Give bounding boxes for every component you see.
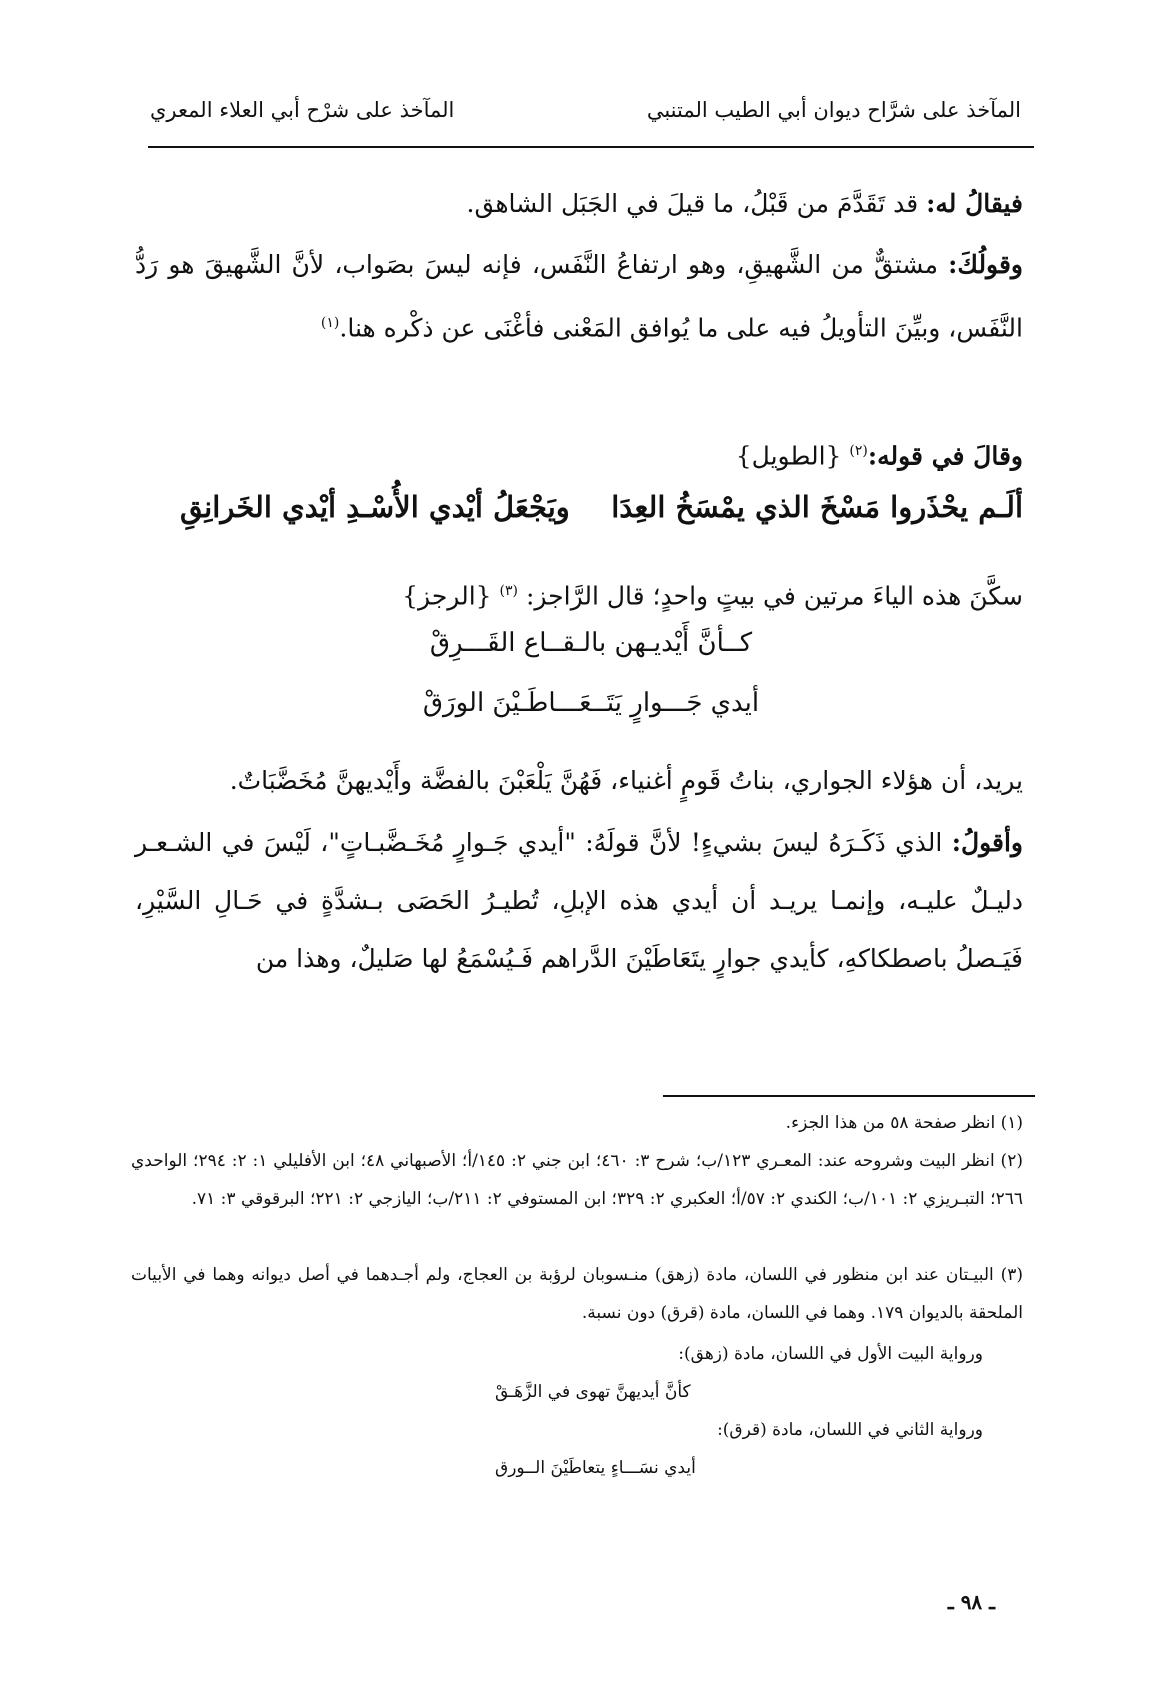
meter-label: {الرجز} (402, 581, 492, 611)
verse-first-hemistich: ألَـم يحْذَروا مَسْخَ الذي يمْسَخُ العِدَا (611, 490, 1023, 524)
footnote-3-variant-label-1: ورواية البيت الأول في اللسان، مادة (زهق): (678, 1344, 983, 1364)
paragraph-lead: وقولُكَ: (948, 250, 1023, 279)
footnote-3-variant-line-2: أيدي نسَـــاءٍ يتعاطَيْنَ الــورق (495, 1458, 696, 1478)
paragraph-lead: وأقولُ: (951, 828, 1023, 857)
paragraph-text: مشتقٌّ من الشَّهيقِ، وهو ارتفاعُ النَّفَس، فإنه ليسَ بصَواب، لأنَّ الشَّهيقَ هو رَدُّ النَّفَس، وبيِّنَ التأويلُ فيه على ما يُوافق المَعْنى فأغْنَى عن ذكْره هنا. (135, 250, 1023, 343)
paragraph-text: قد تَقَدَّمَ من قَبْلُ، ما قيلَ في الجَبَل الشاهق. (466, 189, 927, 218)
header-rule (148, 146, 1034, 148)
paragraph-author-response (135, 814, 1023, 988)
footnote-2: (٢) انظر البيت وشروحه عند: المعـري ١٢٣/ب؛ شرح ٣: ٤٦٠؛ ابن جني ٢: ١٤٥/أ؛ الأصبهاني ٤٨؛ ابن الأفليلي ١: ٢: ٢٩٤؛ الواحدي ٢٦٦؛ التبـريزي ٢: ١٠١/ب؛ الكندي ٢: ٥٧/أ؛ العكبري ٢: ٣٢٩؛ ابن المستوفي ٢: ٢١١/ب؛ اليازجي ٢: ٢٢١؛ البرقوقي ٣: ٧١. (131, 1151, 1023, 1209)
footnote-rule (663, 1095, 1035, 1097)
rajaz-line-2: أيدي جَـــوارٍ يَتَــعَـــاطَـيْنَ الورَقْ (422, 688, 760, 718)
paragraph-lead: فيقالُ له: (926, 189, 1023, 218)
footnote-ref: (٣) (499, 583, 518, 599)
meter-label: {الطويل} (735, 441, 842, 471)
footnote-ref: (١) (320, 315, 340, 331)
rajaz-line-1: كــأنَّ أَيْديـهن بالـقــاع القَـــرِقْ (429, 628, 753, 658)
footnote-1: (١) انظر صفحة ٥٨ من هذا الجزء. (785, 1113, 1023, 1133)
paragraph-meaning: يريد، أن هؤلاء الجواري، بناتُ قَومٍ أغنياء، فَهُنَّ يَلْعَبْنَ بالفضَّة وأَيْديهنَّ مُخَضَّبَاتٌ. (229, 766, 1023, 795)
footnote-3-variant-label-2: ورواية الثاني في اللسان، مادة (قرق): (717, 1420, 983, 1440)
page-number: ـ ٩٨ ـ (947, 1590, 995, 1614)
paragraph-reply (135, 175, 1023, 233)
footnote-3: (٣) البيـتان عند ابن منظور في اللسان، مادة (زهق) منـسوبان لرؤبة بن العجاج، ولم أجـدهما في أصل ديوانه وهما في الأبيات الملحقة بالديوان ١٧٩. وهما في اللسان، مادة (قرق) دون نسبة. (131, 1265, 1023, 1323)
rajaz-intro (135, 562, 1023, 625)
poem-intro-lead: وقالَ في قوله: (867, 441, 1023, 471)
running-header-left: المآخذ على شرْح أبي العلاء المعري (150, 98, 455, 122)
paragraph-text: الذي ذَكَـرَهُ ليسَ بشيءٍ! لأنَّ قولَهُ: "أيدي جَـوارٍ مُخَـضَّبـاتٍ"، لَيْسَ في الشـعـر دليـلٌ عليـه، وإنمـا يريـد أن أيدي هذه الإبلِ، تُطيـرُ الحَصَى بـشدَّةٍ في حَـالِ السَّيْرِ، فَيَـصلُ باصطكاكهِ، كأيدي جوارٍ يتَعَاطَيْنَ الدَّراهم فَـيُسْمَعُ لها صَليلٌ، وهذا من (135, 828, 1023, 973)
footnote-3-variant-line-1: كأنَّ أيديهنَّ تهوى في الزَّهَـقْ (495, 1382, 691, 1402)
paragraph-derivation (135, 236, 1023, 357)
footnote-ref: (٢) (849, 443, 868, 459)
verse-second-hemistich: ويَجْعَلُ أيْدي الأُسْـدِ أيْدي الخَرانِقِ (180, 490, 570, 524)
running-header-right: المآخذ على شرَّاح ديوان أبي الطيب المتنبي (646, 98, 1021, 122)
poem-intro (135, 422, 1023, 485)
rajaz-intro-text: سكَّنَ هذه الياءَ مرتين في بيتٍ واحدٍ؛ قال الرَّاجز: (525, 581, 1023, 611)
